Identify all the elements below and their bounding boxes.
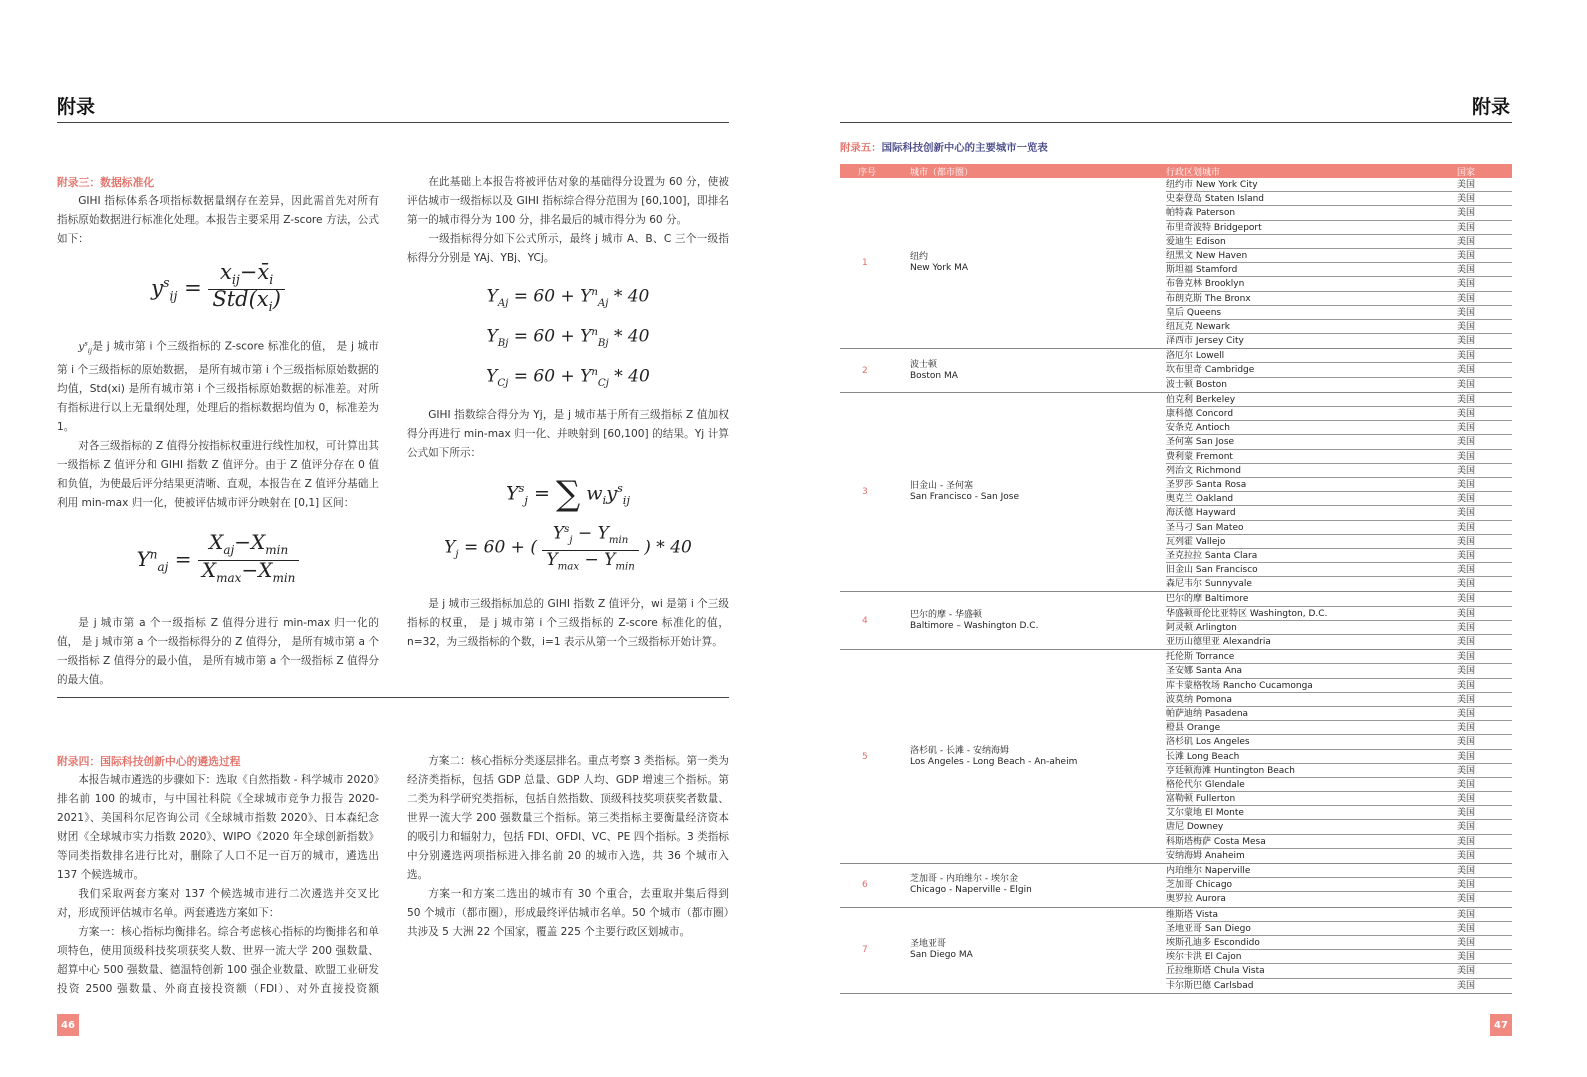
country-cell: 美国 (1457, 250, 1476, 261)
paragraph: 在此基础上本报告将被评估对象的基础得分设置为 60 分，使被评估城市一级指标以及 GIHI 指标综合得分范围为 [60,100]，即排名第一的城市得分为 100 分，排名最后的城市得分为 60 分。 (407, 176, 729, 226)
admin-city-cell: 帕特森 Paterson (1166, 208, 1236, 219)
admin-city-cell: 布里奇波特 Bridgeport (1166, 222, 1262, 233)
admin-city-cell: 坎布里奇 Cambridge (1166, 365, 1255, 376)
metro-number: 6 (862, 880, 868, 891)
table-row (1166, 263, 1512, 277)
table-row (1166, 306, 1512, 320)
country-cell: 美国 (1457, 194, 1476, 205)
country-cell: 美国 (1457, 723, 1476, 734)
admin-city-cell: 瓦列霍 Vallejo (1166, 536, 1226, 547)
admin-city-cell: 斯坦福 Stamford (1166, 265, 1238, 276)
table-row (1166, 892, 1512, 906)
admin-city-cell: 波士顿 Boston (1166, 379, 1227, 390)
admin-city-cell: 库卡蒙格牧场 Rancho Cucamonga (1166, 680, 1313, 691)
admin-city-cell: 格伦代尔 Glendale (1166, 779, 1245, 790)
admin-city-cell: 费利蒙 Fremont (1166, 451, 1233, 462)
metro-name-cn: 巴尔的摩 - 华盛顿 (910, 609, 982, 620)
country-cell: 美国 (1457, 293, 1476, 304)
table-row (1166, 650, 1512, 664)
admin-city-cell: 圣罗莎 Santa Rosa (1166, 479, 1247, 490)
table-row (1166, 320, 1512, 334)
table-group-row (840, 178, 1512, 349)
metro-number: 2 (862, 365, 868, 376)
admin-city-cell: 亚历山德里亚 Alexandria (1166, 637, 1271, 647)
table-row (1166, 864, 1512, 878)
country-cell: 美国 (1457, 794, 1476, 805)
country-cell: 美国 (1457, 536, 1476, 547)
metro-name-en: San Francisco - San Jose (910, 492, 1019, 503)
table-row (1166, 464, 1512, 478)
country-cell: 美国 (1457, 336, 1476, 347)
table-group-row (840, 650, 1512, 864)
table-row (1166, 421, 1512, 435)
table-row (1166, 192, 1512, 206)
metro-name-cn: 圣地亚哥 (910, 939, 947, 950)
admin-city-list (1166, 393, 1512, 592)
appendix3-col2 (407, 173, 729, 652)
metro-number: 3 (862, 487, 868, 498)
country-cell: 美国 (1457, 236, 1476, 247)
country-cell: 美国 (1457, 751, 1476, 762)
country-cell: 美国 (1457, 880, 1476, 891)
metro-name (910, 252, 968, 274)
table-group-row (840, 908, 1512, 994)
admin-city-cell: 布鲁克林 Brooklyn (1166, 279, 1245, 290)
admin-city-cell: 芝加哥 Chicago (1166, 880, 1233, 891)
table-header (840, 164, 1512, 178)
metro-name-en: New York MA (910, 263, 968, 274)
table-row (1166, 592, 1512, 606)
country-cell: 美国 (1457, 479, 1476, 490)
paragraph: GIHI 指标体系各项指标数据量纲存在差异，因此需首先对所有指标原始数据进行标准化处理。本报告主要采用 Z-score 方法，公式如下： (57, 195, 379, 245)
admin-city-cell: 波莫纳 Pomona (1166, 694, 1232, 705)
country-cell: 美国 (1457, 765, 1476, 776)
country-cell: 美国 (1457, 465, 1476, 476)
metro-name-cn: 旧金山 - 圣何塞 (910, 481, 973, 492)
table-row (1166, 235, 1512, 249)
table-row (1166, 277, 1512, 291)
admin-city-cell: 圣地亚哥 San Diego (1166, 923, 1251, 934)
table-title-text: 国际科技创新中心的主要城市一览表 (881, 142, 1048, 154)
metro-number: 1 (862, 258, 868, 269)
metro-number: 4 (862, 615, 868, 626)
country-cell: 美国 (1457, 836, 1476, 847)
table-row (1166, 563, 1512, 577)
header-num: 序号 (858, 168, 877, 178)
admin-city-cell: 洛厄尔 Lowell (1166, 351, 1225, 362)
metro-number: 7 (862, 945, 868, 956)
table-row (1166, 707, 1512, 721)
table-row (1166, 221, 1512, 235)
admin-city-cell: 圣克拉拉 Santa Clara (1166, 550, 1258, 561)
admin-city-cell: 森尼韦尔 Sunnyvale (1166, 579, 1252, 590)
table-row (1166, 607, 1512, 621)
page-number: 46 (57, 1014, 79, 1036)
country-cell: 美国 (1457, 822, 1476, 833)
table-row (1166, 349, 1512, 363)
admin-city-cell: 奥罗拉 Aurora (1166, 894, 1226, 905)
table-row (1166, 549, 1512, 563)
right-page (810, 0, 1587, 1077)
country-cell: 美国 (1457, 666, 1476, 677)
table-row (1166, 849, 1512, 863)
table-row (1166, 334, 1512, 348)
admin-city-list (1166, 178, 1512, 348)
paragraph: 方案一和方案二选出的城市有 30 个重合，去重取并集后得到 50 个城市（都市圈），形成最终评估城市名单。50 个城市（都市圈）共涉及 5 大洲 22 个国家，覆盖 225 个主要行政区划城市。 (407, 888, 729, 938)
admin-city-cell: 华盛顿哥伦比亚特区 Washington, D.C. (1166, 608, 1328, 619)
sum-formula: $Y^s_j$ = ∑ $w_iy^s_{ij}$ (506, 473, 630, 514)
country-cell: 美国 (1457, 208, 1476, 219)
admin-city-cell: 泽西市 Jersey City (1166, 336, 1244, 347)
country-cell: 美国 (1457, 321, 1476, 332)
admin-city-cell: 纽黑文 New Haven (1166, 250, 1248, 261)
metro-name (910, 360, 958, 382)
admin-city-cell: 安纳海姆 Anaheim (1166, 850, 1245, 861)
metro-name-en: San Diego MA (910, 950, 973, 961)
admin-city-cell: 旧金山 San Francisco (1166, 565, 1258, 576)
header-country: 国家 (1457, 168, 1476, 178)
country-cell: 美国 (1457, 923, 1476, 934)
header-metro: 城市（都市圈） (910, 168, 974, 178)
admin-city-cell: 圣何塞 San Jose (1166, 437, 1235, 448)
table-row (1166, 878, 1512, 892)
table-row (1166, 693, 1512, 707)
appendix3-title: 附录三：数据标准化 (57, 176, 155, 189)
admin-city-cell: 安条克 Antioch (1166, 423, 1230, 434)
table-group-row (840, 864, 1512, 908)
metro-name-en: Los Angeles - Long Beach - An-aheim (910, 756, 1078, 767)
metro-cell (840, 178, 1166, 348)
country-cell: 美国 (1457, 850, 1476, 861)
country-cell: 美国 (1457, 379, 1476, 390)
country-cell: 美国 (1457, 980, 1476, 991)
country-cell: 美国 (1457, 494, 1476, 505)
country-cell: 美国 (1457, 409, 1476, 419)
admin-city-cell: 丘拉维斯塔 Chula Vista (1166, 966, 1265, 977)
admin-city-cell: 巴尔的摩 Baltimore (1166, 594, 1249, 605)
country-cell: 美国 (1457, 579, 1476, 590)
country-cell: 美国 (1457, 451, 1476, 462)
zscore-formula: $y^s_{ij}$ = $\frac{x_{ij}-x̄_i}{Std(x_i)}$ (57, 263, 379, 316)
country-cell: 美国 (1457, 423, 1476, 434)
country-cell: 美国 (1457, 394, 1476, 405)
admin-city-list (1166, 650, 1512, 863)
admin-city-cell: 内珀维尔 Naperville (1166, 866, 1251, 876)
admin-city-cell: 橙县 Orange (1166, 723, 1221, 734)
table-row (1166, 535, 1512, 549)
table-row (1166, 964, 1512, 978)
country-cell: 美国 (1457, 622, 1476, 633)
table-row (1166, 393, 1512, 407)
admin-city-cell: 伯克利 Berkeley (1166, 394, 1236, 405)
paragraph: 方案二：核心指标分类逐层排名。重点考察 3 类指标。第一类为经济类指标，包括 GDP 总量、GDP 人均、GDP 增速三个指标。第二类为科学研究类指标，包括自然指数、顶级科技奖项获奖者数量、世界一流大学 200 强数量三个指标。第三类指标主要衡量经济资本的吸引力和辐射力，包括 FDI、OFDI、VC、PE 四个指标。3 类指标中分别遴选两项指标进入排名前 20 的城市入选，共 36 个城市入选。 (407, 755, 729, 881)
table-title (840, 139, 1048, 154)
paragraph: $y^s_{ij}$是 j 城市第 i 个三级指标的 Z-score 标准化的值， 是 j 城市第 i 个三级指标的原始数据， 是所有城市第 i 个三级指标原始数据的均值，Std(xi) 是所有城市第 i 个三级指标原始数据的标准差。对所有指标进行以上无量纲处理，处理后的指标数据均值为 0，标准差为 1。 (57, 339, 379, 434)
admin-city-cell: 艾尔蒙地 El Monte (1166, 808, 1244, 819)
admin-city-cell: 奥克兰 Oakland (1166, 494, 1234, 505)
metro-name-en: Boston MA (910, 370, 958, 381)
table-row (1166, 621, 1512, 635)
paragraph: 本报告城市遴选的步骤如下：选取《自然指数 - 科学城市 2020》排名前 100 的城市，与中国社科院《全球城市竞争力报告 2020-2021》、美国科尔尼咨询公司《全球城市指数 2020》、日本森纪念财团《全球城市实力指数 2020》、WIPO《2020 年全球创新指数》等同类指数排名进行比对，删除了人口不足一百万的城市，遴选出 137 个候选城市。 (57, 774, 379, 881)
metro-name (910, 481, 1019, 503)
paragraph: 对各三级指标的 Z 值得分按指标权重进行线性加权，可计算出其一级指标 Z 值评分和 GIHI 指数 Z 值评分。由于 Z 值评分存在 0 值和负值，为使最后评分结果更清晰、直观，本报告在 Z 值评分基础上利用 min-max 归一化，使被评估城市评分映射在 [0,1] 区间： (57, 440, 379, 510)
country-cell: 美国 (1457, 265, 1476, 276)
country-cell: 美国 (1457, 937, 1476, 948)
metro-name (910, 746, 1077, 768)
table-row (1166, 735, 1512, 749)
country-cell: 美国 (1457, 708, 1476, 719)
metro-name-cn: 洛杉矶 - 长滩 - 安纳海姆 (910, 745, 1009, 756)
admin-city-cell: 卡尔斯巴德 Carlsbad (1166, 980, 1254, 991)
admin-city-cell: 科斯塔梅萨 Costa Mesa (1166, 836, 1266, 847)
metro-name (910, 610, 1038, 632)
country-cell: 美国 (1457, 637, 1476, 647)
table-group-row (840, 592, 1512, 650)
table-row (1166, 750, 1512, 764)
table-row (1166, 635, 1512, 649)
metro-cell (840, 650, 1166, 863)
admin-city-cell: 维斯塔 Vista (1166, 909, 1219, 920)
table-row (1166, 806, 1512, 820)
metro-cell (840, 393, 1166, 592)
country-cell: 美国 (1457, 808, 1476, 819)
table-row (1166, 664, 1512, 678)
country-cell: 美国 (1457, 550, 1476, 561)
table-row (1166, 950, 1512, 964)
admin-city-list (1166, 592, 1512, 649)
country-cell: 美国 (1457, 594, 1476, 605)
table-row (1166, 506, 1512, 520)
page-number: 47 (1490, 1014, 1512, 1036)
admin-city-list (1166, 908, 1512, 993)
table-row (1166, 908, 1512, 922)
paragraph: GIHI 指数综合得分为 Yj，是 j 城市基于所有三级指标 Z 值加权得分再进行 min-max 归一化、并映射到 [60,100] 的结果。Yj 计算公式如下所示： (407, 409, 729, 460)
admin-city-cell: 圣马刁 San Mateo (1166, 522, 1244, 533)
admin-city-cell: 埃尔卡洪 El Cajon (1166, 952, 1242, 963)
metro-name-cn: 纽约 (910, 252, 929, 263)
admin-city-cell: 布朗克斯 The Bronx (1166, 293, 1251, 304)
country-cell: 美国 (1457, 307, 1476, 318)
country-cell: 美国 (1457, 351, 1476, 362)
paragraph: 是 j 城市三级指标加总的 GIHI 指数 Z 值评分，wi 是第 i 个三级指标的权重， 是 j 城市第 i 个三级指标的 Z-score 标准化的值，n=32，为三级指标的个数，i=1 表示从第一个三级指标开始计算。 (407, 597, 729, 648)
metro-number: 5 (862, 751, 868, 762)
paragraph: 是 j 城市第 a 个一级指标 Z 值得分进行 min-max 归一化的值， 是 j 城市第 a 个一级指标得分的 Z 值得分， 是所有城市第 a 个一级指标 Z 值得分的最小值， 是所有城市第 a 个一级指标 Z 值得分的最大值。 (57, 617, 379, 687)
table-row (1166, 721, 1512, 735)
admin-city-cell: 史泰登岛 Staten Island (1166, 194, 1265, 205)
country-cell: 美国 (1457, 737, 1476, 748)
country-cell: 美国 (1457, 565, 1476, 576)
admin-city-cell: 帕萨迪纳 Pasadena (1166, 708, 1249, 719)
admin-city-cell: 皇后 Queens (1166, 307, 1222, 318)
country-cell: 美国 (1457, 652, 1476, 663)
appendix4-col1 (57, 752, 379, 997)
table-row (1166, 292, 1512, 306)
admin-city-cell: 埃斯孔迪多 Escondido (1166, 937, 1260, 948)
admin-city-cell: 圣安娜 Santa Ana (1166, 666, 1243, 677)
admin-city-cell: 纽瓦克 Newark (1166, 321, 1230, 332)
table-row (1166, 922, 1512, 936)
admin-city-cell: 亨廷顿海滩 Huntington Beach (1166, 765, 1295, 776)
country-cell: 美国 (1457, 909, 1476, 920)
country-cell: 美国 (1457, 522, 1476, 533)
table-row (1166, 936, 1512, 950)
metro-name-cn: 波士顿 (910, 359, 938, 370)
minmax-formula: $Y^n_{aj}$ = $\frac{X_{aj}-X_{min}}{X_{max}-X_{min}}$ (57, 533, 379, 588)
table-row (1166, 206, 1512, 220)
table-group-row (840, 349, 1512, 393)
section-rule (57, 697, 729, 698)
country-cell: 美国 (1457, 180, 1476, 190)
header-admin-city: 行政区划城市 (1166, 168, 1221, 178)
country-cell: 美国 (1457, 694, 1476, 705)
table-body (840, 178, 1512, 994)
table-row (1166, 979, 1512, 993)
admin-city-cell: 洛杉矶 Los Angeles (1166, 737, 1250, 748)
admin-city-cell: 长滩 Long Beach (1166, 751, 1240, 762)
page-heading: 附录 (57, 96, 96, 118)
admin-city-list (1166, 349, 1512, 392)
table-row (1166, 778, 1512, 792)
table-row (1166, 792, 1512, 806)
table-row (1166, 363, 1512, 377)
table-row (1166, 450, 1512, 464)
table-row (1166, 435, 1512, 449)
metro-name-en: Baltimore – Washington D.C. (910, 620, 1039, 631)
country-cell: 美国 (1457, 966, 1476, 977)
admin-city-cell: 爱迪生 Edison (1166, 236, 1226, 247)
admin-city-cell: 纽约市 New York City (1166, 180, 1258, 190)
table-row (1166, 249, 1512, 263)
country-cell: 美国 (1457, 365, 1476, 376)
metro-cell (840, 349, 1166, 392)
country-cell: 美国 (1457, 894, 1476, 905)
admin-city-cell: 富勒顿 Fullerton (1166, 794, 1236, 805)
admin-city-cell: 阿灵顿 Arlington (1166, 622, 1237, 633)
left-page (0, 0, 790, 1077)
country-cell: 美国 (1457, 508, 1476, 519)
table-row (1166, 407, 1512, 421)
country-cell: 美国 (1457, 608, 1476, 619)
table-group-row (840, 393, 1512, 593)
paragraph: 我们采取两套方案对 137 个候选城市进行二次遴选并交叉比对，形成预评估城市名单。两套遴选方案如下： (57, 888, 379, 919)
country-cell: 美国 (1457, 222, 1476, 233)
metro-name (910, 874, 1032, 896)
table-row (1166, 577, 1512, 591)
admin-city-cell: 唐尼 Downey (1166, 822, 1224, 833)
metro-cell (840, 908, 1166, 993)
table-row (1166, 492, 1512, 506)
paragraph: 方案一：核心指标均衡排名。综合考虑核心指标的均衡排名和单项特色，使用顶级科技奖项获奖人数、世界一流大学 200 强数量、超算中心 500 强数量、德温特创新 100 强企业数量、欧盟工业研发投资 2500 强数量、外商直接投资额（FDI）、对外直接投资额 (57, 926, 379, 995)
table-row (1166, 378, 1512, 392)
appendix4-title: 附录四：国际科技创新中心的遴选过程 (57, 755, 241, 768)
admin-city-cell: 托伦斯 Torrance (1166, 652, 1235, 663)
metro-name-en: Chicago - Naperville - Elgin (910, 885, 1032, 896)
table-row (1166, 820, 1512, 834)
appendix3-col1 (57, 173, 379, 690)
table-row (1166, 521, 1512, 535)
country-cell: 美国 (1457, 779, 1476, 790)
country-cell: 美国 (1457, 952, 1476, 963)
score-formulas: $Y_{Aj} = 60 + Y^n_{Aj} * 40$ $Y_{Bj} = 60 + Y^n_{Bj} * 40$ $Y_{Cj} = 60 + Y^n_{Cj} * 40$ (486, 286, 650, 390)
country-cell: 美国 (1457, 680, 1476, 691)
country-cell: 美国 (1457, 866, 1476, 876)
metro-cell (840, 592, 1166, 649)
admin-city-cell: 列治文 Richmond (1166, 465, 1241, 476)
city-table (840, 164, 1512, 994)
table-row (1166, 679, 1512, 693)
table-row (1166, 478, 1512, 492)
admin-city-list (1166, 864, 1512, 907)
appendix4-col2 (407, 752, 729, 997)
country-cell: 美国 (1457, 279, 1476, 290)
table-row (1166, 835, 1512, 849)
admin-city-cell: 海沃德 Hayward (1166, 508, 1236, 519)
page-heading: 附录 (1471, 96, 1510, 118)
table-row (1166, 178, 1512, 192)
admin-city-cell: 康科德 Concord (1166, 409, 1234, 419)
metro-cell (840, 864, 1166, 907)
final-formula: $Y_j = 60$ + ( $\frac{Y^s_j - Y_{min}}{Y_{max} - Y_{min}}$ ) * 40 (407, 520, 729, 576)
paragraph: 一级指标得分如下公式所示，最终 j 城市 A、B、C 三个一级指标得分分别是 YAj、YBj、YCj。 (407, 233, 729, 264)
metro-name (910, 939, 973, 961)
heading-rule (840, 122, 1512, 123)
heading-rule (57, 122, 729, 123)
metro-name-cn: 芝加哥 - 内珀维尔 - 埃尔金 (910, 874, 1018, 885)
table-tag: 附录五： (840, 142, 882, 154)
table-row (1166, 764, 1512, 778)
country-cell: 美国 (1457, 437, 1476, 448)
